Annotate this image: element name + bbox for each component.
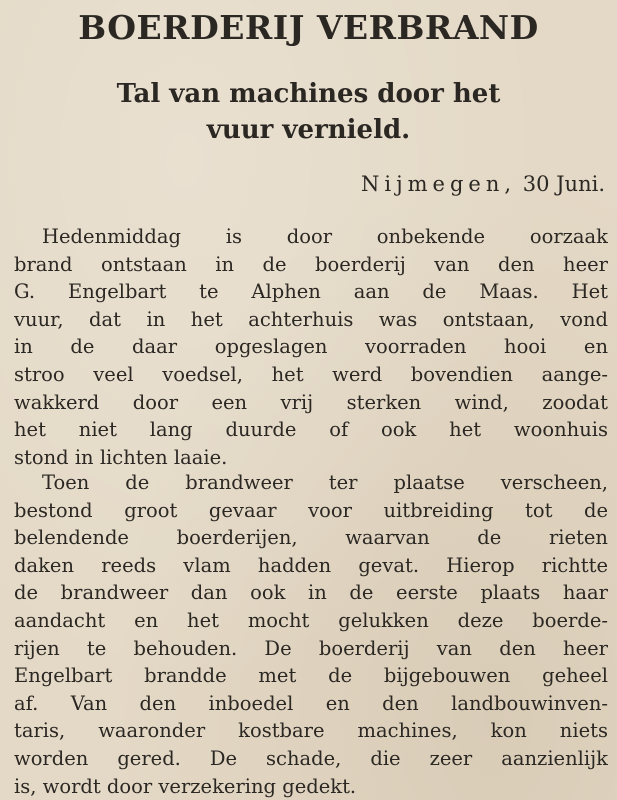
paragraph-line: wakkerd door een vrij sterken wind, zoodat bbox=[14, 390, 608, 414]
paragraph-line: aandacht en het mocht gelukken deze boerde- bbox=[14, 608, 608, 632]
paragraph-line: rijen te behouden. De boerderij van den heer bbox=[14, 636, 608, 660]
paragraph-line: stroo veel voedsel, het werd bovendien aange- bbox=[14, 362, 608, 386]
subhead-line: Tal van machines door het bbox=[116, 79, 501, 109]
article-paragraph-2 bbox=[14, 469, 608, 800]
paragraph-line: worden gered. De schade, die zeer aanzienlijk bbox=[14, 746, 608, 770]
paragraph-line: de brandweer dan ook in de eerste plaats haar bbox=[14, 581, 608, 605]
subhead-line: vuur vernield. bbox=[206, 115, 411, 145]
paragraph-line: is, wordt door verzekering gedekt. bbox=[14, 774, 357, 798]
paragraph-line: in de daar opgeslagen voorraden hooi en bbox=[14, 335, 608, 359]
paragraph-line: vuur, dat in het achterhuis was ontstaan, vond bbox=[14, 307, 608, 331]
paragraph-line: Toen de brandweer ter plaatse verscheen, bbox=[42, 471, 608, 494]
article-dateline bbox=[361, 172, 605, 196]
article-headline: BOERDERIJ VERBRAND bbox=[78, 8, 539, 47]
paragraph-line: af. Van den inboedel en den landbouwinven- bbox=[14, 691, 608, 715]
dateline-place: Nijmegen, bbox=[361, 172, 517, 196]
article-paragraph-1 bbox=[14, 223, 608, 471]
paragraph-line: G. Engelbart te Alphen aan de Maas. Het bbox=[14, 280, 608, 304]
paragraph-line: daken reeds vlam hadden gevat. Hierop richtte bbox=[14, 553, 608, 577]
paragraph-line: het niet lang duurde of ook het woonhuis bbox=[14, 418, 608, 442]
paragraph-line: Hedenmiddag is door onbekende oorzaak bbox=[42, 225, 608, 248]
paragraph-line: Engelbart brandde met de bijgebouwen geheel bbox=[14, 664, 608, 688]
article-subheadline bbox=[0, 76, 617, 148]
paragraph-line: brand ontstaan in de boerderij van den heer bbox=[14, 252, 608, 276]
dateline-date: 30 Juni. bbox=[522, 172, 605, 196]
paragraph-line: stond in lichten laaie. bbox=[14, 445, 228, 469]
paragraph-line: taris, waaronder kostbare machines, kon niets bbox=[14, 719, 608, 743]
paragraph-line: bestond groot gevaar voor uitbreiding tot de bbox=[14, 498, 608, 522]
paragraph-line: belendende boerderijen, waarvan de rieten bbox=[14, 526, 608, 550]
